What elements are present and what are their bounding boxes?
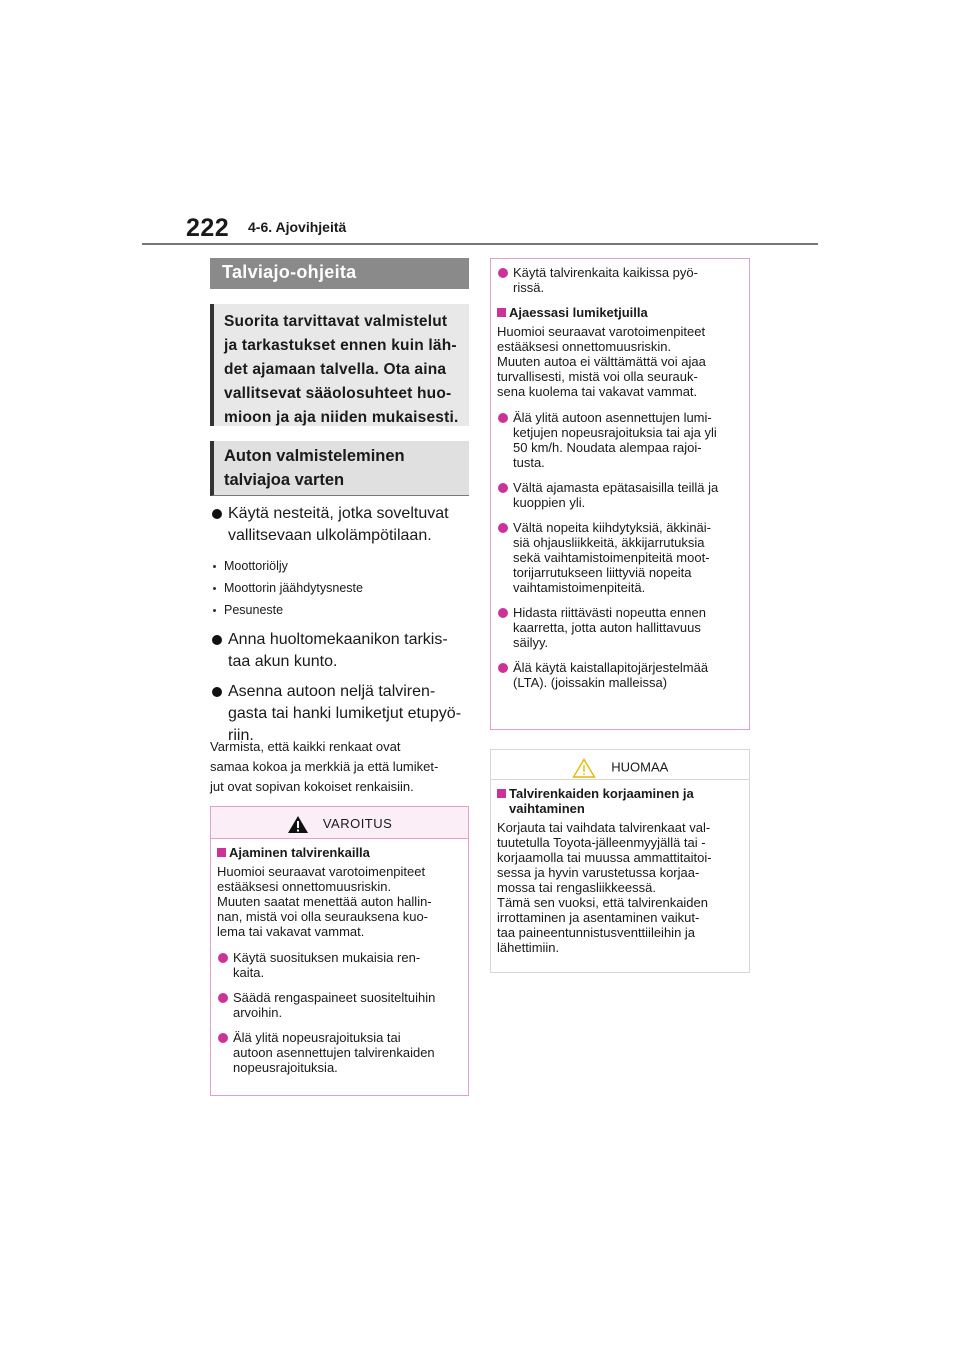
fluid-list: [210, 555, 469, 621]
paragraph-line: lähettimiin.: [497, 940, 560, 955]
square-bullet-icon: [497, 308, 506, 317]
bullet-icon: [498, 413, 508, 423]
warning-heading-text: Ajaminen talvirenkailla: [229, 845, 370, 860]
intro-line: mioon ja aja niiden mukaisesti.: [224, 409, 459, 426]
paragraph-line: estääksesi onnettomuusriskin.: [217, 879, 392, 894]
list-item: [217, 990, 462, 1020]
fluid-label: Moottoriöljy: [224, 559, 288, 573]
list-item-line: vaihtamistoimenpiteitä.: [513, 580, 646, 595]
list-item: [497, 265, 743, 295]
list-item: [497, 520, 743, 595]
bullet-icon: [498, 483, 508, 493]
list-item-line: Vältä nopeita kiihdytyksiä, äkkinäi-: [513, 520, 711, 535]
bullet-icon: [218, 993, 228, 1003]
list-item-line: arvoihin.: [233, 1005, 283, 1020]
warning-paragraph: [217, 864, 462, 939]
list-item: [217, 1030, 462, 1075]
bullet-icon: [212, 509, 222, 519]
fluid-label: Moottorin jäähdytysneste: [224, 581, 363, 595]
fluid-item: [210, 599, 469, 621]
sub-banner-line: talviajoa varten: [224, 471, 345, 489]
bullet-icon: [213, 609, 216, 612]
bullet-icon: [212, 635, 222, 645]
list-item-line: Käytä nesteitä, jotka soveltuvat: [228, 505, 449, 522]
paragraph-line: korjaamolla tai muussa ammattitaitoi-: [497, 850, 712, 865]
paragraph-line: tuutetulla Toyota-jälleenmyyjällä tai -: [497, 835, 706, 850]
list-item-line: ketjujen nopeusrajoituksia tai aja yli: [513, 425, 717, 440]
warning-heading: [217, 845, 462, 860]
bullet-icon: [213, 565, 216, 568]
list-item-line: Anna huoltomekaanikon tarkis-: [228, 631, 448, 648]
intro-line: Suorita tarvittavat valmistelut: [224, 313, 448, 330]
list-item: [497, 480, 743, 510]
warning-continuation-body: [491, 259, 749, 706]
warning-body: [211, 839, 468, 1091]
list-item: [497, 605, 743, 650]
bullet-icon: [212, 687, 222, 697]
list-item-line: autoon asennettujen talvirenkaiden: [233, 1045, 435, 1060]
list-item-line: tusta.: [513, 455, 545, 470]
list-item-line: Asenna autoon neljä talviren-: [228, 683, 436, 700]
topic-banner: Talviajo-ohjeita: [210, 258, 469, 289]
paragraph-line: lema tai vakavat vammat.: [217, 924, 365, 939]
list-item: [217, 950, 462, 980]
sub-banner-line: Auton valmisteleminen: [224, 447, 405, 465]
bullet-icon: [213, 587, 216, 590]
list-item: [497, 660, 743, 690]
list-item-line: kaita.: [233, 965, 265, 980]
chains-paragraph: [497, 324, 743, 399]
bullet-icon: [218, 1033, 228, 1043]
paragraph-line: Tämä sen vuoksi, että talvirenkaiden: [497, 895, 708, 910]
paragraph-line: Huomioi seuraavat varotoimenpiteet: [217, 864, 426, 879]
paragraph-line: estääksesi onnettomuusriskin.: [497, 339, 672, 354]
square-bullet-icon: [217, 848, 226, 857]
fluid-item: [210, 555, 469, 577]
list-item-line: kuoppien yli.: [513, 495, 586, 510]
paragraph-line: sena kuolema tai vakavat vammat.: [497, 384, 698, 399]
paragraph-line: nan, mistä voi olla seurauksena kuo-: [217, 909, 429, 924]
list-item-line: Hidasta riittävästi nopeutta ennen: [513, 605, 706, 620]
notice-title: HUOMAA: [611, 759, 669, 775]
warning-title: VAROITUS: [322, 815, 393, 831]
notice-paragraph: [497, 820, 743, 955]
paragraph-line: Muuten saatat menettää auton hallin-: [217, 894, 432, 909]
header-divider: [142, 243, 818, 245]
list-item-line: nopeusrajoituksia.: [233, 1060, 338, 1075]
bullet-icon: [498, 523, 508, 533]
notice-heading: [497, 786, 743, 816]
sub-banner: [210, 441, 469, 496]
note-line: jut ovat sopivan kokoiset renkaisiin.: [210, 779, 414, 794]
paragraph-line: Korjauta tai vaihdata talvirenkaat val-: [497, 820, 711, 835]
note-line: samaa kokoa ja merkkiä ja että lumiket-: [210, 759, 439, 774]
notice-body: [491, 780, 749, 961]
paragraph-line: sessa ja hyvin varustetussa korjaa-: [497, 865, 700, 880]
intro-line: det ajamaan talvella. Ota aina: [224, 361, 447, 378]
notice-header: [491, 750, 749, 780]
fluid-label: Pesuneste: [224, 603, 284, 617]
warning-continuation-box: [490, 258, 750, 730]
note-line: Varmista, että kaikki renkaat ovat: [210, 739, 401, 754]
chains-heading: [497, 305, 743, 320]
list-item-line: Käytä talvirenkaita kaikissa pyö-: [513, 265, 698, 280]
list-item-line: vallitsevaan ulkolämpötilaan.: [228, 527, 432, 544]
list-item-line: sekä vaihtamistoimenpiteitä moot-: [513, 550, 710, 565]
preparation-list: [210, 503, 469, 755]
list-item-line: säilyy.: [513, 635, 549, 650]
list-item-line: Vältä ajamasta epätasaisilla teillä ja: [513, 480, 719, 495]
list-item-line: riin.: [228, 727, 254, 744]
list-item-line: Käytä suosituksen mukaisia ren-: [233, 950, 421, 965]
notice-heading-line: vaihtaminen: [509, 801, 585, 816]
list-item-line: gasta tai hanki lumiketjut etupyö-: [228, 705, 462, 722]
bullet-icon: [498, 608, 508, 618]
list-item-line: torijarrutukseen liittyviä nopeita: [513, 565, 692, 580]
fluid-item: [210, 577, 469, 599]
notice-heading-line: Talvirenkaiden korjaaminen ja: [509, 786, 694, 801]
paragraph-line: Muuten autoa ei välttämättä voi ajaa: [497, 354, 706, 369]
page-number: 222: [186, 214, 230, 242]
caution-icon: [572, 758, 596, 778]
warning-header: [211, 807, 468, 839]
list-item: [210, 629, 469, 673]
list-item-line: Älä ylitä autoon asennettujen lumi-: [513, 410, 712, 425]
intro-box: [210, 304, 469, 426]
list-item-line: siä ohjausliikkeitä, äkkijarrutuksia: [513, 535, 705, 550]
chains-heading-text: Ajaessasi lumiketjuilla: [509, 305, 648, 320]
list-item: [210, 503, 469, 547]
paragraph-line: turvallisesti, mistä voi olla seurauk-: [497, 369, 698, 384]
list-item-line: (LTA). (joissakin malleissa): [513, 675, 668, 690]
list-item-line: kaarretta, jotta auton hallittavuus: [513, 620, 701, 635]
warning-box: [210, 806, 469, 1096]
paragraph-line: taa paineentunnistusventtiileihin ja: [497, 925, 696, 940]
list-item-line: Säädä rengaspaineet suositeltuihin: [233, 990, 436, 1005]
paragraph-line: mossa tai rengasliikkeessä.: [497, 880, 656, 895]
list-item-line: Älä ylitä nopeusrajoituksia tai: [233, 1030, 401, 1045]
list-item-line: taa akun kunto.: [228, 653, 338, 670]
bullet-icon: [218, 953, 228, 963]
notice-box: [490, 749, 750, 973]
intro-line: ja tarkastukset ennen kuin läh-: [224, 337, 457, 354]
list-item-line: Älä käytä kaistallapitojärjestelmää: [513, 660, 709, 675]
list-item: [497, 410, 743, 470]
list-item-line: rissä.: [513, 280, 545, 295]
list-item-line: 50 km/h. Noudata alempaa rajoi-: [513, 440, 702, 455]
intro-line: vallitsevat sääolosuhteet huo-: [224, 385, 452, 402]
warning-icon: [287, 815, 309, 834]
bullet-icon: [498, 268, 508, 278]
section-title: 4-6. Ajovihjeitä: [248, 219, 347, 235]
paragraph-line: Huomioi seuraavat varotoimenpiteet: [497, 324, 706, 339]
bullet-icon: [498, 663, 508, 673]
square-bullet-icon: [497, 789, 506, 798]
tire-note: [210, 737, 469, 797]
paragraph-line: irrottaminen ja asentaminen vaikut-: [497, 910, 700, 925]
